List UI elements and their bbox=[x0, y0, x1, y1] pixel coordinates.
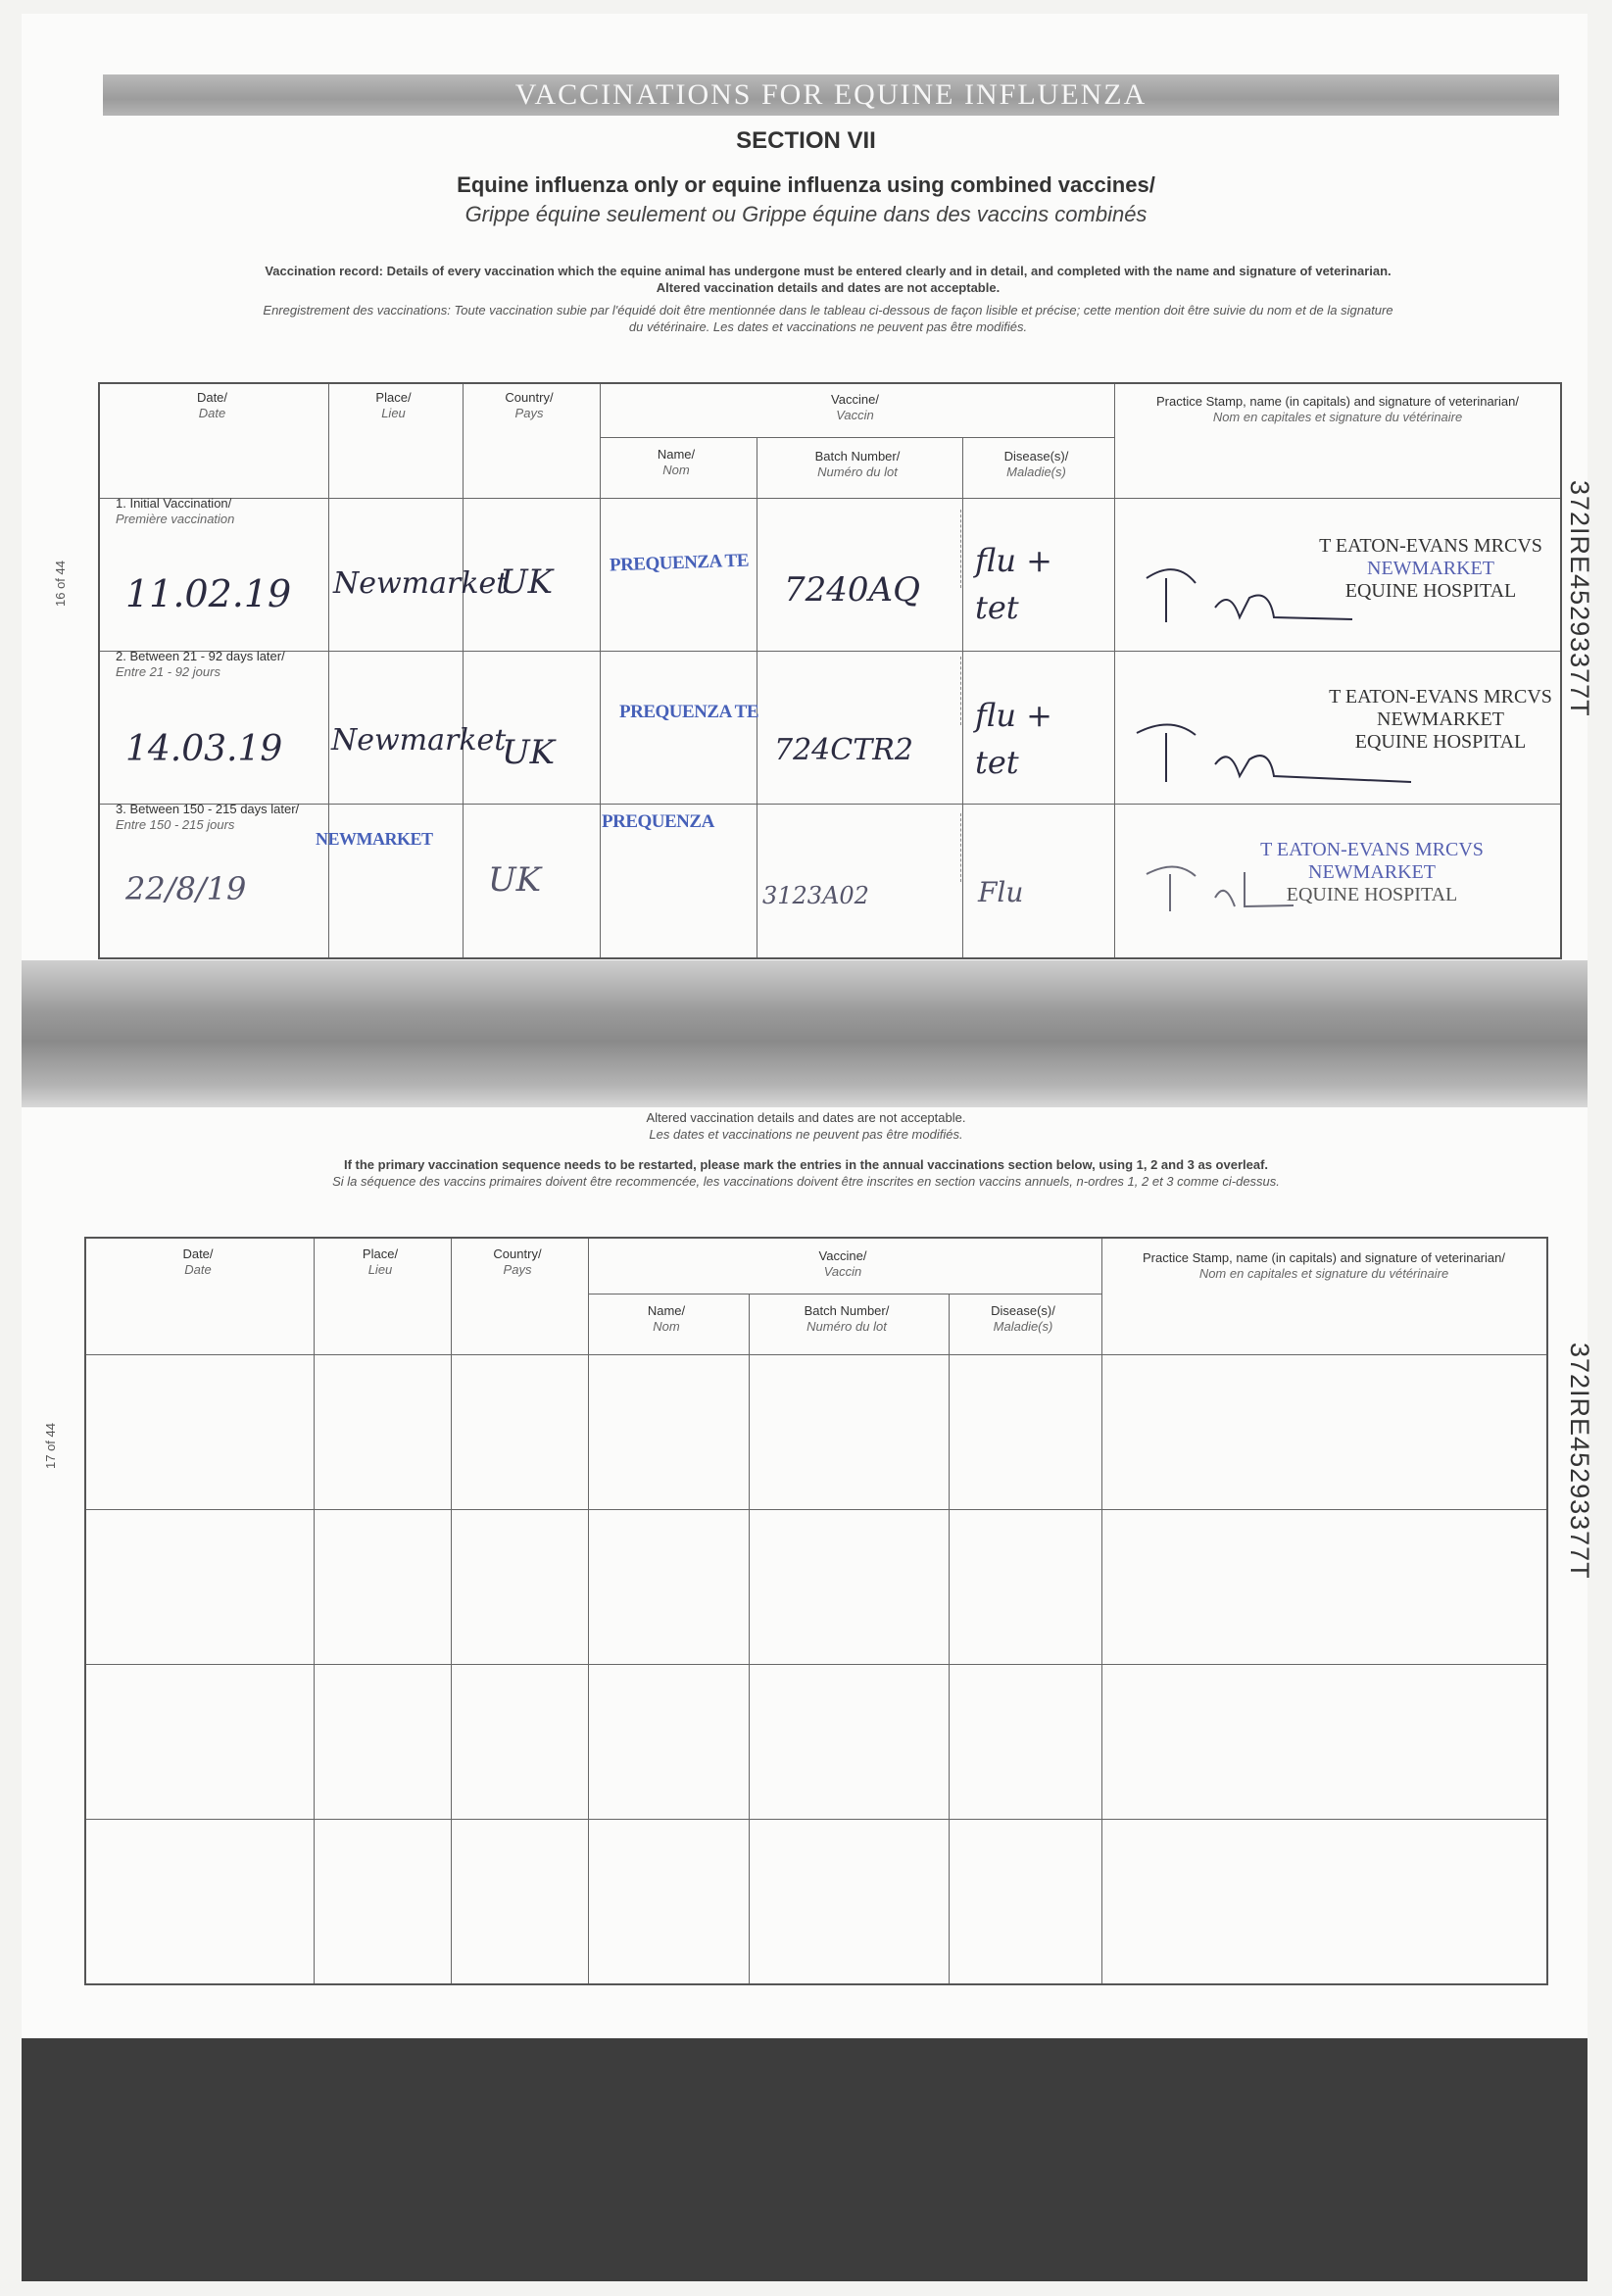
row-3-vet-stamp: T EATON-EVANS MRCVS NEWMARKET EQUINE HOSPITAL bbox=[1260, 839, 1484, 905]
row-3-country: UK bbox=[488, 860, 542, 900]
row-1-country: UK bbox=[500, 562, 554, 602]
row-1-date: 11.02.19 bbox=[125, 572, 292, 615]
scan-fold-band bbox=[22, 960, 1588, 1107]
annual-col-vaccine-header: Vaccine/ Vaccin bbox=[818, 1248, 867, 1279]
annual-col-place-header: Place/ Lieu bbox=[362, 1246, 399, 1277]
reference-number-bottom: 372IRE45293377T bbox=[1565, 1343, 1594, 1580]
col-disease-header: Disease(s)/ Maladie(s) bbox=[1003, 449, 1069, 479]
section-banner bbox=[103, 74, 1559, 116]
section-title: SECTION VII bbox=[736, 127, 876, 154]
row-1-place: Newmarket bbox=[333, 566, 509, 601]
row-1-batch: 7240AQ bbox=[784, 570, 920, 610]
subtitle-french: Grippe équine seulement ou Grippe équine dans des vaccins combinés bbox=[464, 202, 1148, 226]
row-2-disease: flu + tet bbox=[975, 697, 1052, 781]
row-3-disease: Flu bbox=[978, 876, 1024, 908]
row-3-date: 22/8/19 bbox=[125, 870, 247, 907]
annual-col-disease-header: Disease(s)/ Maladie(s) bbox=[991, 1303, 1055, 1334]
restart-notice bbox=[0, 1156, 1612, 1190]
vaccination-table-annual bbox=[84, 1237, 1548, 1985]
row-2-vaccine-stamp: PREQUENZA TE bbox=[619, 702, 758, 722]
altered-notice-english: Altered vaccination details and dates are not acceptable. bbox=[646, 1110, 966, 1125]
row-2-vet-stamp: T EATON-EVANS MRCVS NEWMARKET EQUINE HOSPITAL bbox=[1329, 686, 1552, 753]
annual-col-date-header: Date/ Date bbox=[182, 1246, 214, 1277]
row-2-batch: 724CTR2 bbox=[774, 733, 913, 767]
col-vaccine-header: Vaccine/ Vaccin bbox=[831, 392, 879, 422]
annual-col-batch-header: Batch Number/ Numéro du lot bbox=[804, 1303, 890, 1334]
annual-col-name-header: Name/ Nom bbox=[647, 1303, 686, 1334]
page-number-bottom: 17 of 44 bbox=[43, 1423, 58, 1469]
altered-notice-french: Les dates et vaccinations ne peuvent pas être modifiés. bbox=[649, 1127, 963, 1142]
row-3-batch: 3123A02 bbox=[762, 882, 869, 909]
row-3-label: 3. Between 150 - 215 days later/ Entre 150 - 215 jours bbox=[116, 802, 300, 832]
reference-number-top: 372IRE45293377T bbox=[1565, 480, 1594, 717]
scan-dark-band bbox=[22, 2038, 1588, 2281]
restart-notice-english: If the primary vaccination sequence needs to be restarted, please mark the entries in the annual vaccinations section below, using 1, 2 and 3 as overleaf. bbox=[343, 1157, 1269, 1172]
annual-col-stamp-header: Practice Stamp, name (in capitals) and signature of veterinarian/ Nom en capitales et signature du vétérinaire bbox=[1143, 1250, 1505, 1281]
col-name-header: Name/ Nom bbox=[657, 447, 696, 477]
col-country-header: Country/ Pays bbox=[505, 390, 554, 420]
row-2-label: 2. Between 21 - 92 days later/ Entre 21 - 92 jours bbox=[116, 649, 285, 679]
col-place-header: Place/ Lieu bbox=[375, 390, 412, 420]
row-3-vaccine-stamp: PREQUENZA bbox=[602, 811, 714, 832]
row-2-country: UK bbox=[502, 733, 556, 772]
record-instructions-french bbox=[98, 302, 1558, 335]
row-1-label: 1. Initial Vaccination/ Première vaccination bbox=[116, 496, 235, 526]
restart-notice-french: Si la séquence des vaccins primaires doivent être recommencée, les vaccinations doivent être inscrites en section vaccins annuels, n-ordres 1, 2 et 3 comme ci-dessus. bbox=[332, 1174, 1280, 1189]
altered-notice bbox=[0, 1109, 1612, 1143]
col-stamp-header: Practice Stamp, name (in capitals) and signature of veterinarian/ Nom en capitales et signature du vétérinaire bbox=[1156, 394, 1519, 424]
record-en-line-1: Vaccination record: Details of every vaccination which the equine animal has undergone must be entered clearly and in detail, and completed with the name and signature of veterinarian. bbox=[265, 264, 1392, 278]
row-1-vet-stamp: T EATON-EVANS MRCVS NEWMARKET EQUINE HOSPITAL bbox=[1319, 535, 1542, 602]
record-en-line-2: Altered vaccination details and dates are not acceptable. bbox=[656, 280, 1001, 295]
row-2-date: 14.03.19 bbox=[125, 729, 283, 769]
annual-col-country-header: Country/ Pays bbox=[493, 1246, 542, 1277]
record-instructions-english bbox=[98, 263, 1558, 296]
page-number-top: 16 of 44 bbox=[53, 561, 68, 607]
row-1-vaccine-stamp: PREQUENZA TE bbox=[609, 550, 750, 576]
row-3-place-stamp: NEWMARKET bbox=[316, 829, 433, 849]
record-fr-line-1: Enregistrement des vaccinations: Toute vaccination subie par l'équidé doit être mentionnée dans le tableau ci-dessous de façon lisible et précise; cette mention doit être suivie du nom et de la signature bbox=[263, 303, 1393, 318]
col-date-header: Date/ Date bbox=[196, 390, 228, 420]
subtitle-english: Equine influenza only or equine influenza using combined vaccines/ bbox=[457, 172, 1155, 197]
row-2-place: Newmarket bbox=[331, 723, 507, 757]
row-1-disease: flu + tet bbox=[975, 542, 1052, 626]
banner-title: VACCINATIONS FOR EQUINE INFLUENZA bbox=[514, 78, 1148, 111]
record-fr-line-2: du vétérinaire. Les dates et vaccinations ne peuvent pas être modifiés. bbox=[628, 319, 1028, 334]
col-batch-header: Batch Number/ Numéro du lot bbox=[814, 449, 901, 479]
